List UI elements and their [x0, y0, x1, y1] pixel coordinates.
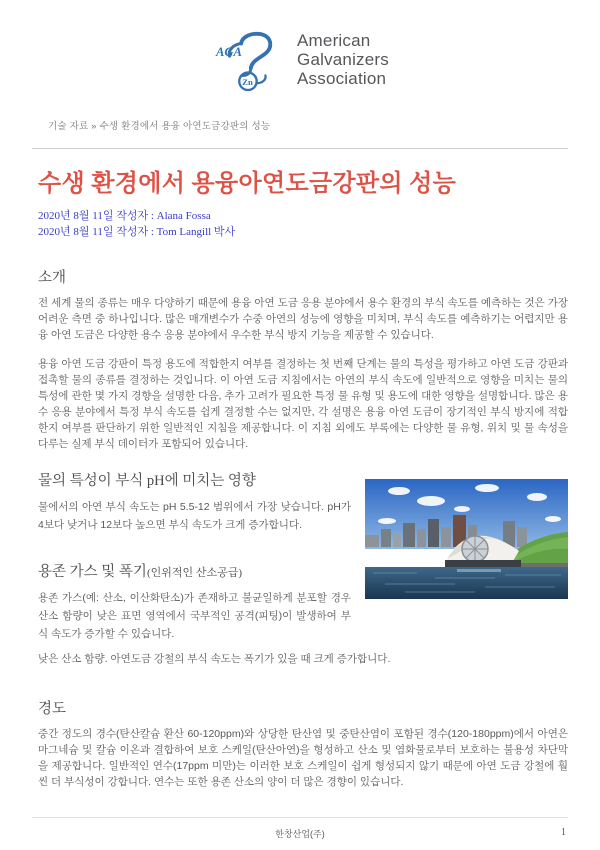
byline-author-1: 2020년 8월 11일 작성자 : Alana Fossa — [38, 210, 211, 222]
footer-company: 한창산업(주) — [275, 829, 325, 839]
gas-paragraph: 용존 가스(예: 산소, 이산화탄소)가 존재하고 불균일하게 분포할 경우 산소 함량이 낮은 표면 영역에서 국부적인 공격(피팅)이 발생하여 부식 속도가 증가할 수 있습니다. — [38, 592, 351, 640]
org-line-1: American — [297, 30, 371, 50]
page-title: 수생 환경에서 용융아연도금강판의 성능 — [38, 171, 457, 197]
breadcrumb: 기술 자료 » 수생 환경에서 용융 아연도금강판의 성능 — [48, 121, 271, 132]
byline-author-2: 2020년 8월 11일 작성자 : Tom Langill 박사 — [38, 226, 236, 238]
aga-logo-icon — [211, 27, 283, 91]
page-footer — [32, 817, 568, 840]
org-line-3: Association — [297, 68, 387, 88]
intro-paragraph-2: 용융 아연 도금 강판이 특정 용도에 적합한지 여부를 결정하는 첫 번째 단계는 물의 특성을 평가하고 아연 도금 강판과 접촉할 물의 종류를 결정하는 것입니다. 이 아연 도금 지침에서는 아연의 부식 속도에 일반적으로 영향을 미치는 물의 특성에 관한 몇 가지 경향을 설명한 다음, 추가 고려가 필요한 특정 물 유형 및 용도에 대한 영향을 설명합니다. 많은 용수 응용 분야에서 특정 부식 속도를 쉽게 결정할 수는 없지만, 각 설명은 용융 아연 도금이 장기적인 부식 방지에 적합한지 여부를 판단하기 위한 일반적인 지침을 제공합니다. 이 지침 외에도 부록에는 다양한 물 유형, 위치 및 물 속성을 다루는 실제 부식 데이터가 포함되어 있습니다. — [38, 358, 568, 450]
logo-acronym-text: AGA — [215, 45, 242, 60]
gas-heading-sub: (인위적인 산소공급) — [146, 567, 243, 579]
org-name — [297, 31, 389, 88]
barge — [445, 560, 521, 567]
gas-paragraph-2: 낮은 산소 함량. 아연도금 강철의 부식 속도는 폭기가 있을 때 크게 증가합니다. — [38, 653, 391, 665]
section-intro — [38, 266, 568, 452]
footer-page-number: 1 — [561, 827, 566, 838]
logo-zn-text: Zn — [242, 77, 253, 88]
gas-heading-main: 용존 가스 및 폭기 — [38, 564, 147, 580]
ph-paragraph: 물에서의 아연 부식 속도는 pH 5.5-12 범위에서 가장 낮습니다. pH가 4보다 낮거나 12보다 높으면 부식 속도가 크게 증가합니다. — [38, 501, 351, 531]
ph-heading: 물의 특성이 부식 pH에 미치는 영향 — [38, 473, 256, 489]
hardness-heading: 경도 — [38, 701, 67, 717]
hardness-paragraph: 중간 정도의 경수(탄산칼슘 환산 60-120ppm)와 상당한 탄산염 및 중탄산염이 포함된 경수(120-180ppm)에서 아연은 마그네슘 및 칼슘 이온과 결합하여 보호 스케일(탄산아연)을 형성하고 산소 및 염화물로부터 보호하는 불용성 차단막을 제공합니다. 일반적인 연수(17ppm 미만)는 이러한 보호 스케일이 쉽게 형성되지 않기 때문에 아연 도금 강철에 훨씬 더 부식성이 강합니다. 연수는 또한 용존 산소의 양이 더 많은 경향이 있습니다. — [38, 728, 568, 788]
intro-heading: 소개 — [38, 270, 67, 286]
org-line-2: Galvanizers — [297, 49, 389, 69]
harbor-water-wheel-photo — [365, 479, 568, 599]
intro-paragraph-1: 전 세계 물의 종류는 매우 다양하기 때문에 용융 아연 도금 응용 분야에서 용수 환경의 부식 속도를 예측하는 것은 가장 어려운 측면 중 하나입니다. 많은 매개변수가 수중 아연의 성능에 영향을 미치며, 부식 속도를 예측하기는 어렵지만 용융 아연 도금은 다양한 용수 응용 분야에서 우수한 부식 방지 기능을 제공할 수 있습니다. — [38, 297, 568, 341]
section-ph — [38, 469, 568, 667]
article-body — [0, 149, 600, 790]
section-hardness — [38, 697, 568, 790]
header — [0, 0, 600, 92]
